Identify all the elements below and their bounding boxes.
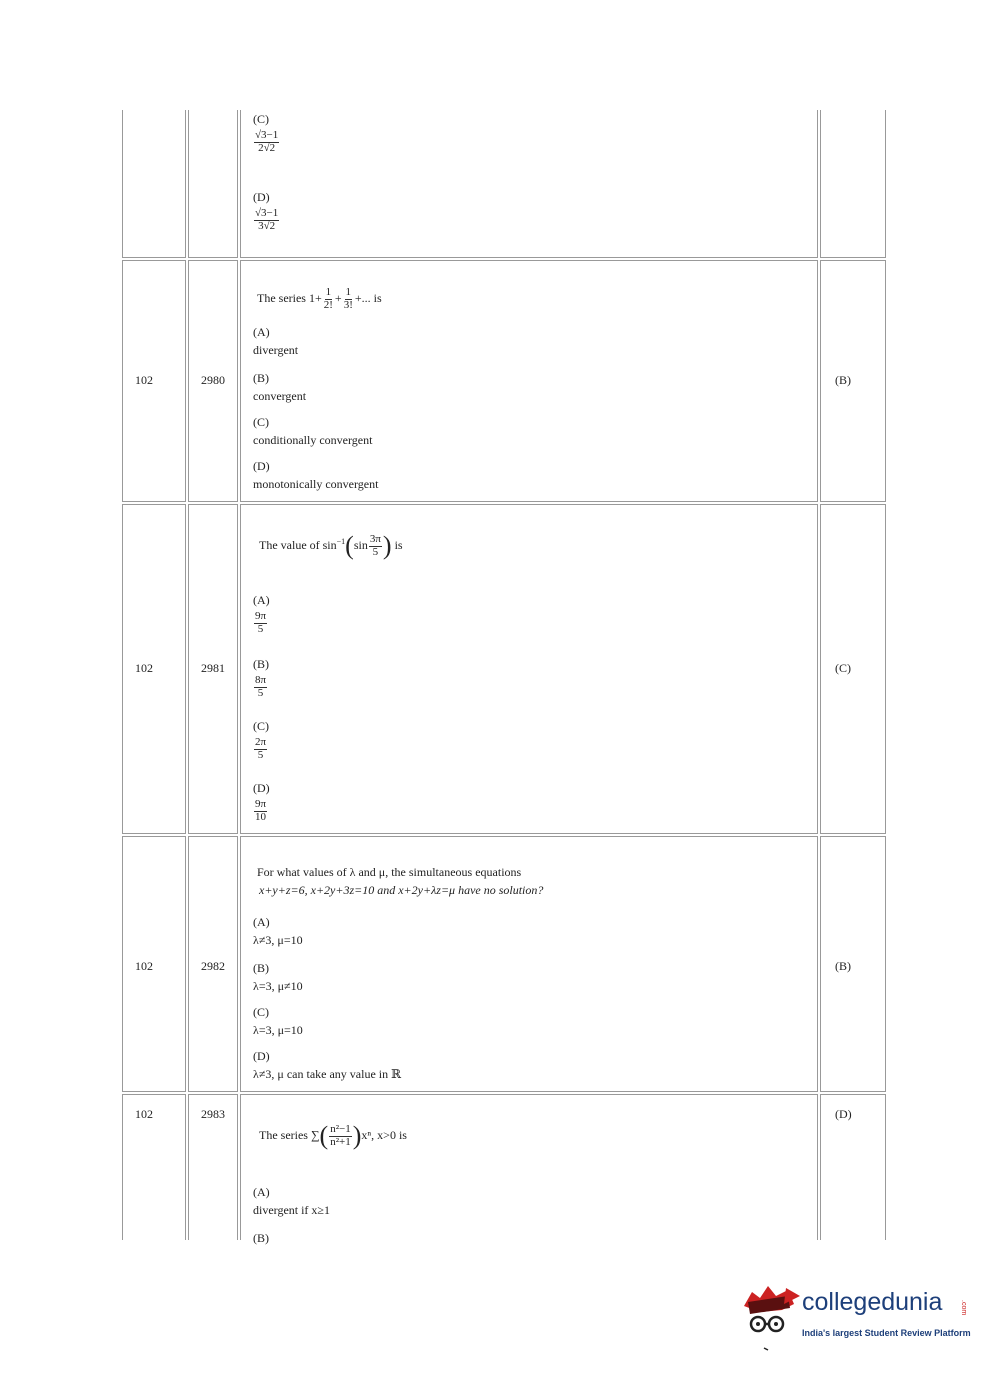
option-text: conditionally convergent (253, 433, 373, 447)
cell-paper-code (122, 504, 186, 834)
option-label: (A) (253, 1185, 270, 1199)
option-label: (A) (253, 593, 270, 607)
fraction (254, 675, 267, 699)
question-suffix: +... is (354, 290, 382, 305)
denominator: 5 (372, 545, 379, 558)
table-row (122, 836, 886, 1092)
option-b (253, 1231, 269, 1249)
numerator: 2π (255, 736, 267, 748)
option-text: divergent (253, 343, 299, 357)
question-prefix: The series 1+ (257, 290, 322, 305)
question-id: 2983 (201, 1107, 225, 1121)
student-mascot-icon (738, 1282, 800, 1352)
cell-question (240, 1094, 818, 1245)
fraction (254, 208, 279, 232)
logo-wordmark: collegedunia (802, 1288, 943, 1316)
table-row (122, 110, 886, 258)
fraction (343, 287, 354, 311)
question-line-2: x+y+z=6, x+2y+3z=10 and x+2y+λz=μ have no solution? (259, 883, 544, 897)
answer: (D) (835, 1107, 852, 1121)
fraction (254, 130, 279, 154)
cell-answer (820, 110, 886, 258)
cell-question-id (188, 110, 238, 258)
numerator: 8π (255, 674, 267, 686)
denominator: 10 (255, 810, 267, 823)
question-prefix: The value of sin (259, 537, 337, 552)
paren-open: ( (319, 1121, 329, 1150)
option-a (253, 1185, 330, 1218)
question-text: The series 1+ $\frac{1}{2!}$ + $\frac{1}{3!}$ +... is (257, 286, 382, 311)
option-text: λ=3, μ=10 (253, 1023, 303, 1037)
paper-code: 102 (135, 1107, 153, 1121)
denominator: 5 (257, 622, 264, 635)
option-text: monotonically convergent (253, 477, 379, 491)
numerator: 1 (325, 286, 332, 298)
question-prefix: The series ∑ (259, 1127, 320, 1142)
cell-answer (820, 260, 886, 502)
option-label: (B) (253, 371, 269, 385)
numerator: 9π (255, 610, 267, 622)
option-d (253, 190, 280, 232)
option-label: (D) (253, 781, 270, 795)
paren-open: ( (345, 531, 354, 560)
numerator: 3π (369, 532, 381, 545)
option-label: (C) (253, 1005, 269, 1019)
option-label: (D) (253, 1049, 270, 1063)
fraction (329, 1124, 352, 1148)
fraction (323, 287, 334, 311)
question-text (259, 531, 403, 561)
option-a (253, 915, 303, 948)
table-row (122, 504, 886, 834)
cell-question-id (188, 836, 238, 1092)
option-text: convergent (253, 389, 307, 403)
cell-question (240, 260, 818, 502)
denominator: 3! (343, 298, 353, 311)
cell-paper-code (122, 260, 186, 502)
option-text: λ≠3, μ can take any value in ℝ (253, 1067, 402, 1081)
paren-close: ) (382, 531, 392, 560)
numerator: √3−1 (255, 129, 279, 141)
denominator: 5 (257, 686, 264, 699)
question-line-1: For what values of λ and μ, the simultaneous equations (257, 865, 522, 879)
option-label: (A) (253, 915, 270, 929)
table-row (122, 260, 886, 502)
question-id: 2980 (201, 373, 225, 387)
option-a (253, 325, 298, 358)
option-label: (D) (253, 190, 270, 204)
fraction (369, 534, 382, 558)
fraction (254, 611, 267, 635)
option-text: λ=3, μ≠10 (253, 979, 303, 993)
option-d (253, 781, 270, 823)
option-d (253, 1049, 401, 1082)
cell-answer (820, 1094, 886, 1240)
numerator: √3−1 (255, 207, 279, 219)
fraction (254, 799, 267, 823)
cell-question (240, 836, 818, 1092)
option-c (253, 112, 280, 154)
numerator: 1 (345, 286, 352, 298)
numerator: n²−1 (330, 1122, 351, 1135)
option-c (253, 719, 269, 761)
collegedunia-logo[interactable] (738, 1282, 978, 1352)
cell-paper-code (122, 836, 186, 1092)
paper-code: 102 (135, 661, 153, 675)
fraction (254, 737, 267, 761)
option-d (253, 459, 378, 492)
option-text: divergent if x≥1 (253, 1203, 331, 1217)
cell-paper-code (122, 1094, 186, 1240)
option-label: (A) (253, 325, 270, 339)
option-b (253, 961, 303, 994)
cell-question-id (188, 1094, 238, 1240)
question-id: 2981 (201, 661, 225, 675)
cell-answer (820, 504, 886, 834)
question-suffix: xⁿ, x>0 is (361, 1127, 407, 1142)
option-label: (B) (253, 961, 269, 975)
denominator: 3√2 (258, 219, 276, 232)
paper-code: 102 (135, 373, 153, 387)
option-label: (C) (253, 112, 269, 126)
inner-function: sin (353, 537, 368, 552)
question-id: 2982 (201, 959, 225, 973)
option-label: (C) (253, 719, 269, 733)
logo-tagline: India's largest Student Review Platform (802, 1328, 971, 1338)
inverse-superscript: −1 (336, 536, 346, 546)
option-a (253, 593, 270, 635)
answer: (B) (835, 373, 851, 387)
table-row (122, 1094, 886, 1245)
answer: (C) (835, 661, 851, 675)
cell-question (240, 110, 818, 258)
option-label: (D) (253, 459, 270, 473)
option-c (253, 1005, 303, 1038)
question-suffix: is (394, 537, 403, 552)
cell-paper-code (122, 110, 186, 258)
cell-answer (820, 836, 886, 1092)
answer: (B) (835, 959, 851, 973)
option-label: (C) (253, 415, 269, 429)
denominator: 2! (323, 298, 333, 311)
option-b (253, 657, 269, 699)
denominator: n²+1 (330, 1135, 351, 1148)
question-text (259, 1121, 407, 1151)
denominator: 2√2 (258, 141, 276, 154)
option-label: (B) (253, 657, 269, 671)
option-text: λ≠3, μ=10 (253, 933, 303, 947)
option-label: (B) (253, 1231, 269, 1245)
paper-code: 102 (135, 959, 153, 973)
numerator: 9π (255, 798, 267, 810)
option-c (253, 415, 372, 448)
cell-question-id (188, 504, 238, 834)
cell-question-id (188, 260, 238, 502)
cell-question (240, 504, 818, 834)
logo-domain: .com (960, 1300, 967, 1316)
paren-close: ) (352, 1121, 362, 1150)
denominator: 5 (257, 748, 264, 761)
option-b (253, 371, 306, 404)
